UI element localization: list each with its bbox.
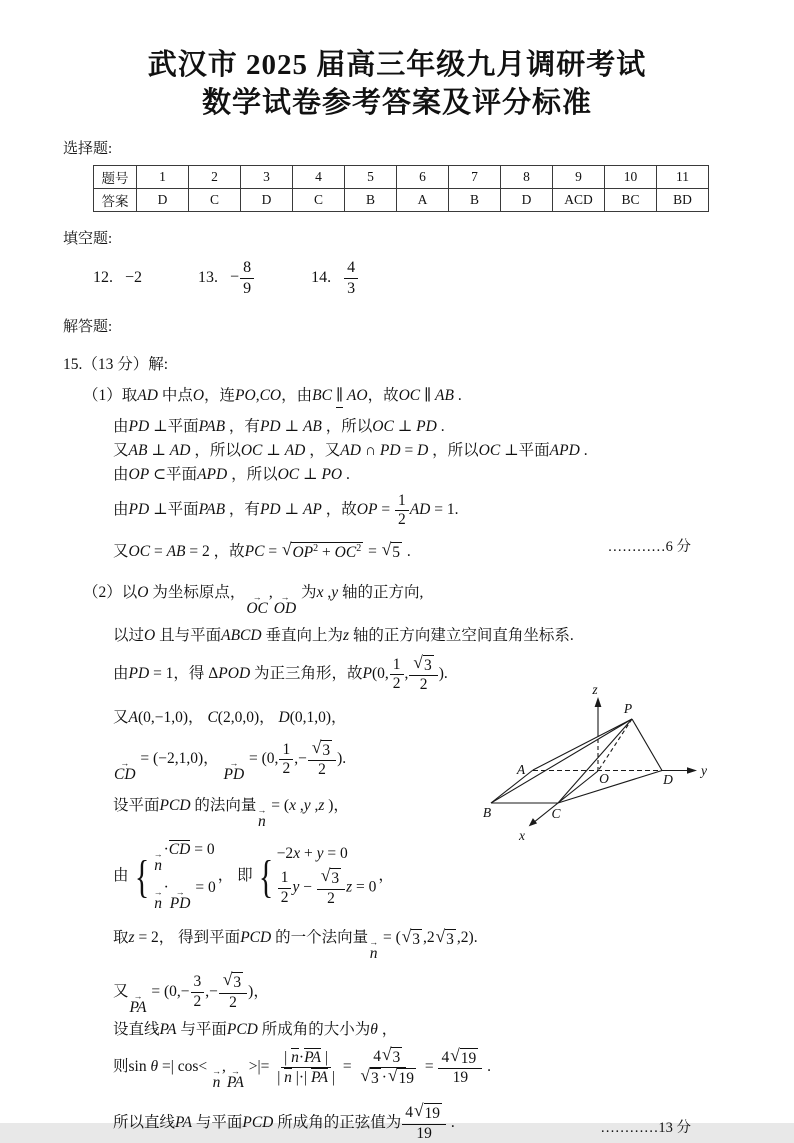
question-number-cell: 11: [657, 166, 709, 189]
y-axis-arrowhead: [687, 767, 697, 774]
question-number-cell: 2: [189, 166, 241, 189]
point-label-P: P: [623, 700, 633, 716]
solution-line: 由OP ⊂平面APD ，所以OC ⊥ PO .: [113, 465, 350, 483]
blank-question-number: 14.: [311, 269, 332, 286]
choice-section-label: 选择题:: [63, 141, 113, 157]
answer-cell: C: [293, 189, 345, 212]
x-axis-arrowhead: [529, 818, 537, 826]
solution-line: 则sin θ =| cos< → n , → PA >|= $\frac{| n\cdot PA |}{| n |\cdot| PA |}$ = 4 √ 3 √ 3 · √ 19 = 4 √ 19 19 .: [113, 1044, 491, 1092]
title-line-2: 数学试卷参考答案及评分标准: [201, 87, 592, 119]
blank-answer-item: [93, 269, 142, 287]
answer-cell: ACD: [553, 189, 605, 212]
edge-PD: [632, 719, 662, 771]
blank-answer-item: [198, 258, 255, 297]
score-marker: …………6 分: [607, 539, 691, 556]
answer-cell: D: [501, 189, 553, 212]
solution-line: 又 → PA = (0,− $\frac{3}{2}$ ,− √ 3 2 )，: [113, 970, 269, 1016]
blank-answer-value: $\frac{4}{3}$: [343, 258, 359, 297]
x-axis: [532, 771, 599, 824]
point-label-C: C: [551, 805, 561, 821]
blank-answer-item: [311, 258, 359, 297]
solution-line: 由 { → n ·CD = 0 → n · → PD = 0 ， 即 { −2x + y = 0 $\frac{1}{2}$ y − √ 3 2 z = 0 ，: [113, 841, 394, 913]
question-number-cell: 9: [553, 166, 605, 189]
answer-cell: BD: [657, 189, 709, 212]
blank-section-label: 填空题:: [63, 231, 113, 247]
solution-section-label: 解答题:: [63, 319, 113, 335]
solution-part-1: [63, 386, 731, 563]
answer-cell: D: [241, 189, 293, 212]
solution-line: 取z = 2， 得到平面PCD 的一个法向量 → n = ( √ 3 ,2 √ 3 ,2).: [113, 926, 478, 963]
blank-question-number: 13.: [198, 269, 219, 286]
axis-label-x: x: [519, 827, 525, 843]
solution-line: 又AB ⊥ AD ，所以OC ⊥ AD ，又AD ∩ PD = D ，所以OC ⊥平面APD .: [113, 441, 588, 459]
point-label-D: D: [663, 771, 673, 787]
solution-line: 由PD ⊥平面PAB ，有PD ⊥ AB ，所以OC ⊥ PD .: [113, 417, 445, 435]
edge-BP: [491, 719, 632, 803]
z-axis-arrowhead: [595, 697, 602, 707]
edge-CD: [558, 770, 662, 803]
blank-answer-value: −2: [125, 269, 143, 286]
edge-CP: [558, 719, 632, 803]
solution-line: 又A(0,−1,0)， C(2,0,0)， D(0,1,0)，: [113, 708, 347, 726]
question-number-cell: 3: [241, 166, 293, 189]
point-label-O: O: [599, 770, 609, 786]
question-15-header: 15.（13 分）解:: [63, 356, 169, 373]
axis-label-z: z: [592, 681, 598, 697]
blank-answer-value: − $\frac{8}{9}$: [230, 258, 255, 297]
axis-label-y: y: [701, 762, 707, 778]
question-number-cell: 10: [605, 166, 657, 189]
blank-question-number: 12.: [93, 269, 113, 286]
question-number-cell: 1: [137, 166, 189, 189]
coordinate-figure-3d-pyramid: [470, 667, 720, 847]
solution-line: 设平面PCD 的法向量 → n = (x ,y ,z )，: [113, 797, 349, 831]
question-number-cell: 4: [293, 166, 345, 189]
edge-AB: [491, 770, 533, 803]
solution-part-2: [63, 583, 731, 1143]
answer-row: [94, 189, 709, 212]
answer-cell: C: [189, 189, 241, 212]
question-number-cell: 5: [345, 166, 397, 189]
title-line-1: 武汉市 2025 届高三年级九月调研考试: [147, 49, 647, 81]
point-label-B: B: [482, 804, 492, 820]
solution-line: （2）以O 为坐标原点， → OC , → OD 为x ,y 轴的正方向,: [83, 583, 424, 617]
answer-cell: D: [137, 189, 189, 212]
answer-cell: BC: [605, 189, 657, 212]
solution-line: 由PD ⊥平面PAB ，有PD ⊥ AP ，故OP = $\frac{1}{2}$ AD = 1.: [113, 491, 459, 529]
choice-answer-table: [93, 165, 709, 212]
solution-line: 又OC = AB = 2 ，故PC = √ $OP^2 + OC^2$ = √ 5 . …………6 分: [113, 539, 691, 562]
question-number-cell: 6: [397, 166, 449, 189]
question-number-cell: 8: [501, 166, 553, 189]
page-title: [63, 46, 731, 122]
answer-cell: B: [449, 189, 501, 212]
solution-line: 由PD = 1，得 ΔPOD 为正三角形，故P(0, $\frac{1}{2}$ , √ 3 2 ).: [113, 652, 448, 694]
blank-answers-row: [93, 256, 731, 300]
edge-PO-dashed: [598, 719, 632, 771]
question-number-cell: 7: [449, 166, 501, 189]
score-marker: …………13 分: [600, 1119, 691, 1136]
solution-line: 所以直线PA 与平面PCD 所成角的正弦值为 4 √ 19 19 . …………13 分: [113, 1101, 691, 1142]
solution-line: 以过O 且与平面ABCD 垂直向上为z 轴的正方向建立空间直角坐标系.: [113, 626, 574, 644]
point-label-A: A: [516, 761, 526, 777]
edge-AP: [533, 719, 632, 770]
answer-row-header: 答案: [94, 189, 137, 212]
solution-line: 设直线PA 与平面PCD 所成角的大小为θ ，: [113, 1021, 398, 1039]
solution-line: → CD = (−2,1,0)， → PD = (0, $\frac{1}{2}$ ,− √ 3 2 ).: [114, 737, 347, 784]
question-number-row-header: 题号: [94, 166, 137, 189]
solution-line: （1）取AD 中点O，连PO,CO，由BC ∥ AO，故OC ∥ AB .: [83, 386, 731, 408]
question-number-row: [94, 166, 709, 189]
answer-cell: A: [397, 189, 449, 212]
answer-cell: B: [345, 189, 397, 212]
